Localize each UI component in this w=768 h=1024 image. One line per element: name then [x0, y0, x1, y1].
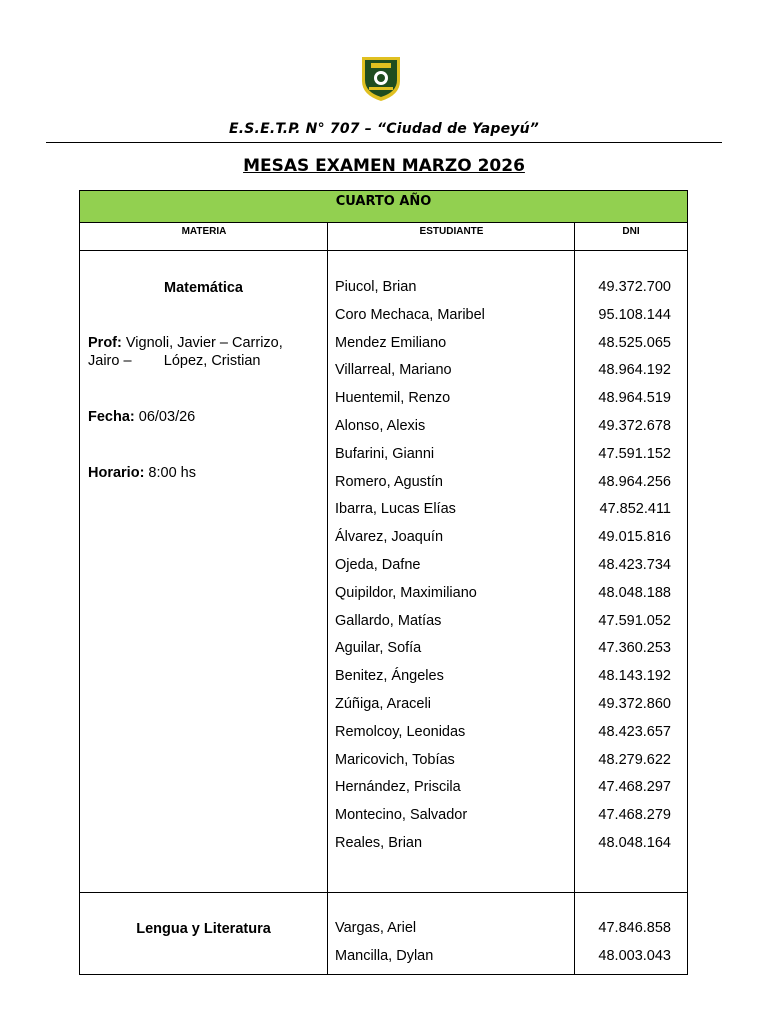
student-name: Maricovich, Tobías [335, 751, 455, 768]
prof-label: Prof: [88, 335, 122, 351]
student-name: Villarreal, Mariano [335, 362, 452, 379]
student-name: Álvarez, Joaquín [335, 529, 444, 546]
student-name: Mancilla, Dylan [335, 947, 434, 964]
student-dni: 47.852.411 [599, 501, 671, 518]
student-dni: 48.423.734 [598, 557, 671, 573]
student-name: Piucol, Brian [335, 279, 417, 295]
student-name: Ojeda, Dafne [335, 557, 421, 573]
column-divider [327, 223, 328, 974]
student-dni: 48.423.657 [598, 723, 671, 740]
column-header-estudiante: ESTUDIANTE [328, 223, 575, 251]
column-header-materia: MATERIA [80, 223, 328, 251]
exam-table [79, 190, 688, 975]
exam-time [88, 464, 322, 482]
student-dni: 49.372.700 [598, 279, 671, 295]
student-name: Huentemil, Renzo [335, 390, 451, 407]
student-dni: 47.468.279 [598, 807, 671, 824]
student-dni: 48.964.519 [598, 390, 671, 407]
student-dni: 47.591.052 [598, 612, 671, 629]
professor-info [88, 334, 322, 370]
student-name: Quipildor, Maximiliano [335, 584, 477, 601]
year-band: CUARTO AÑO [80, 191, 687, 223]
prof-line-1: Vignoli, Javier – Carrizo, [121, 335, 283, 351]
student-name: Vargas, Ariel [335, 920, 417, 936]
subject-name: Matemática [164, 280, 243, 296]
exam-date [88, 408, 322, 426]
header-divider [46, 142, 722, 143]
student-dni: 48.143.192 [598, 668, 671, 685]
student-dni: 48.525.065 [598, 334, 671, 351]
student-name: Gallardo, Matías [335, 612, 442, 629]
student-name: Remolcoy, Leonidas [335, 723, 466, 740]
column-header-dni: DNI [575, 223, 687, 251]
student-name: Romero, Agustín [335, 473, 443, 490]
student-name: Coro Mechaca, Maribel [335, 306, 485, 323]
student-dni: 48.964.256 [598, 473, 671, 490]
student-name: Bufarini, Gianni [335, 445, 435, 462]
student-dni: 47.468.297 [598, 779, 671, 796]
student-name: Benitez, Ángeles [335, 668, 444, 685]
student-name: Ibarra, Lucas Elías [335, 501, 456, 518]
student-dni: 47.360.253 [598, 640, 671, 657]
student-dni: 48.003.043 [598, 947, 671, 964]
student-dni: 47.846.858 [598, 920, 671, 936]
student-name: Reales, Brian [335, 835, 423, 851]
student-dni: 95.108.144 [598, 306, 671, 323]
student-name: Montecino, Salvador [335, 807, 468, 824]
student-dni: 49.372.860 [598, 696, 671, 712]
student-name: Aguilar, Sofía [335, 640, 422, 657]
student-name: Mendez Emiliano [335, 334, 447, 351]
subject-name: Lengua y Literatura [136, 921, 271, 937]
student-dni: 47.591.152 [598, 445, 671, 462]
group-divider [80, 892, 687, 893]
student-name: Alonso, Alexis [335, 418, 426, 434]
student-name: Zúñiga, Araceli [335, 696, 431, 712]
student-name: Hernández, Priscila [335, 779, 461, 796]
student-dni: 48.048.164 [598, 835, 671, 851]
student-dni: 48.279.622 [598, 751, 671, 768]
student-dni: 48.048.188 [598, 584, 671, 601]
student-dni: 49.015.816 [598, 529, 671, 546]
prof-line-2: Jairo – López, Cristian [88, 353, 261, 369]
horario-value: 8:00 hs [144, 465, 196, 481]
student-dni: 49.372.678 [598, 418, 671, 434]
page-title: MESAS EXAMEN MARZO 2026 [243, 156, 525, 176]
school-name: E.S.E.T.P. N° 707 – “Ciudad de Yapeyú” [228, 121, 540, 137]
school-crest-logo [359, 53, 403, 103]
horario-label: Horario: [88, 465, 145, 481]
student-dni: 48.964.192 [598, 362, 671, 379]
fecha-label: Fecha: [88, 409, 135, 425]
fecha-value: 06/03/26 [134, 409, 196, 425]
